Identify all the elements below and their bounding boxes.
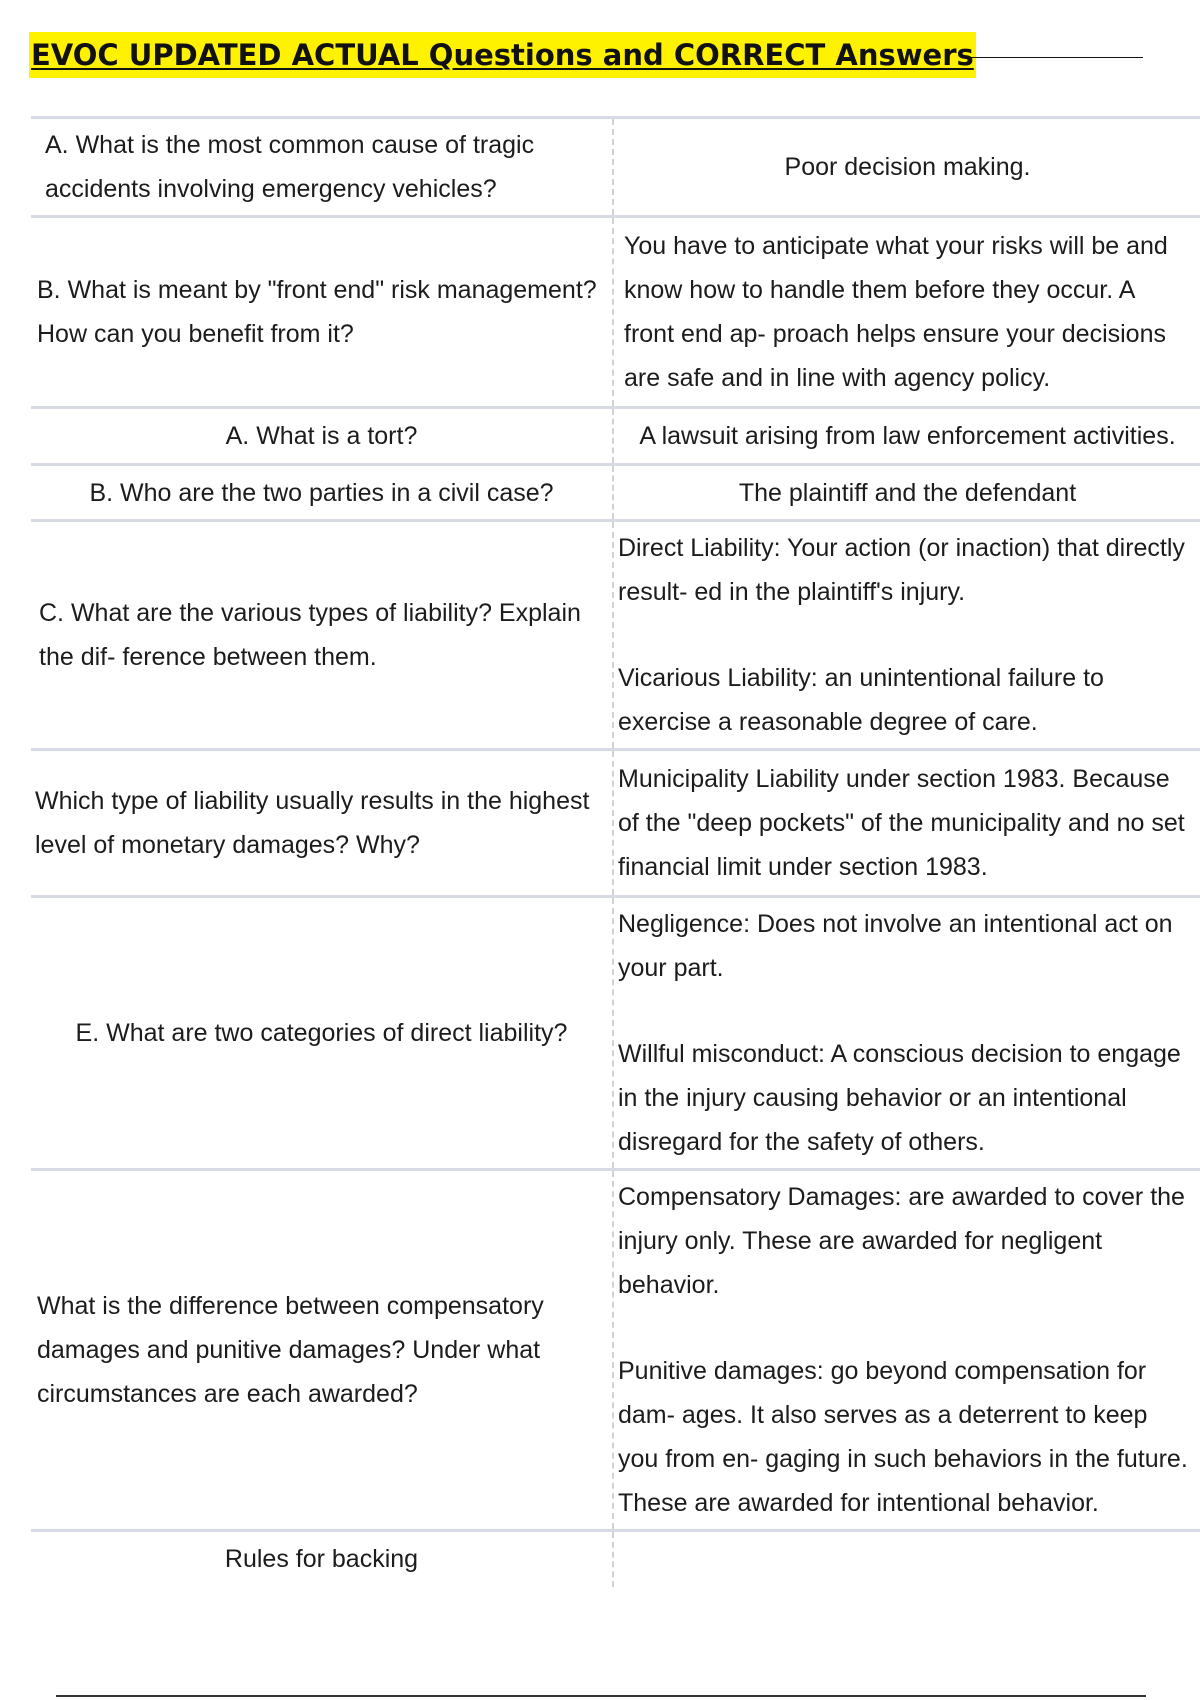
answer-cell bbox=[613, 750, 1200, 897]
qa-row bbox=[31, 1170, 1200, 1531]
question-text: Rules for backing bbox=[224, 1545, 419, 1574]
question-text: B. What is meant by "front end" risk management? How can you benefit from it? bbox=[37, 276, 597, 348]
title-rule bbox=[969, 57, 1143, 58]
question-cell bbox=[31, 1170, 613, 1531]
question-text: A. What is the most common cause of tragic accidents involving emergency vehicles? bbox=[45, 131, 535, 203]
answer-text: Poor decision making. bbox=[784, 153, 1031, 181]
answer-text: Municipality Liability under section 1983. Because of the "deep pockets" of the municipality and no set financial limit under section 1983. bbox=[618, 765, 1185, 881]
answer-part: Willful misconduct: A conscious decision to engage in the injury causing behavior or an intentional disregard for the safety of others. bbox=[618, 1040, 1181, 1156]
footer-rule bbox=[56, 1695, 1146, 1697]
answer-part: Punitive damages: go beyond compensation for dam- ages. It also serves as a deterrent to keep you from en- gaging in such behaviors in the future. These are awarded for intentional behavior. bbox=[618, 1357, 1188, 1517]
question-text: B. Who are the two parties in a civil case? bbox=[89, 478, 554, 507]
qa-row bbox=[31, 118, 1200, 217]
answer-cell bbox=[613, 217, 1200, 408]
qa-row bbox=[31, 521, 1200, 750]
qa-table bbox=[31, 116, 1200, 1587]
question-cell bbox=[31, 897, 613, 1170]
question-cell bbox=[31, 750, 613, 897]
paragraph-gap bbox=[614, 618, 1200, 652]
question-text: C. What are the various types of liability? Explain the dif- ference between them. bbox=[39, 599, 581, 671]
question-cell bbox=[31, 1531, 613, 1587]
question-cell bbox=[31, 521, 613, 750]
qa-row bbox=[31, 750, 1200, 897]
paragraph-gap bbox=[614, 1311, 1200, 1345]
answer-cell bbox=[613, 521, 1200, 750]
qa-row bbox=[31, 465, 1200, 521]
question-text: What is the difference between compensatory damages and punitive damages? Under what circumstances are each awarded? bbox=[37, 1292, 544, 1408]
answer-part: Compensatory Damages: are awarded to cover the injury only. These are awarded for negligent behavior. bbox=[618, 1183, 1185, 1299]
paragraph-gap bbox=[614, 994, 1200, 1028]
answer-cell bbox=[613, 897, 1200, 1170]
answer-part: Negligence: Does not involve an intentional act on your part. bbox=[618, 910, 1173, 982]
document-title: EVOC UPDATED ACTUAL Questions and CORRECT Answers bbox=[29, 32, 976, 78]
question-text: Which type of liability usually results in the highest level of monetary damages? Why? bbox=[35, 787, 590, 859]
answer-text: A lawsuit arising from law enforcement activities. bbox=[639, 422, 1176, 450]
question-text: A. What is a tort? bbox=[225, 422, 418, 450]
answer-cell bbox=[613, 118, 1200, 217]
answer-part: Direct Liability: Your action (or inaction) that directly result- ed in the plaintiff's injury. bbox=[618, 534, 1185, 606]
question-cell bbox=[31, 217, 613, 408]
answer-text: You have to anticipate what your risks will be and know how to handle them before they occur. A front end ap- proach helps ensure your decisions are safe and in line with agency policy. bbox=[624, 232, 1168, 392]
answer-cell bbox=[613, 1531, 1200, 1587]
answer-text bbox=[614, 1555, 1200, 1563]
question-text: E. What are two categories of direct liability? bbox=[75, 1019, 568, 1047]
answer-part: Vicarious Liability: an unintentional failure to exercise a reasonable degree of care. bbox=[618, 664, 1104, 736]
qa-row bbox=[31, 1531, 1200, 1587]
qa-row bbox=[31, 897, 1200, 1170]
document-header bbox=[29, 30, 1143, 86]
question-cell bbox=[31, 118, 613, 217]
qa-row bbox=[31, 217, 1200, 408]
question-cell bbox=[31, 465, 613, 521]
answer-text: The plaintiff and the defendant bbox=[738, 478, 1077, 507]
answer-cell bbox=[613, 465, 1200, 521]
question-cell bbox=[31, 408, 613, 465]
answer-cell bbox=[613, 1170, 1200, 1531]
answer-cell bbox=[613, 408, 1200, 465]
qa-row bbox=[31, 408, 1200, 465]
